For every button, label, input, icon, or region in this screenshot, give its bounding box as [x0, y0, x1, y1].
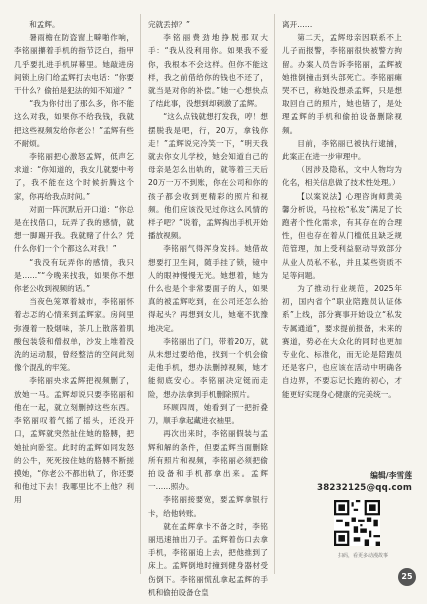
text-column-1 — [14, 18, 134, 558]
paragraph: 再次出来时，李铭丽假装与孟辉和解的条件，但要孟辉当面删除所有照片和视频，李铭丽必须把偷拍设备和手机都拿出来。孟辉一……照办。 — [148, 429, 268, 492]
paragraph: 李铭丽把心激怒孟辉，低声乞求道：“你知道的，我女儿就要中考了，我不能在这个时候折腾这个家，你再给我点时间。” — [14, 152, 134, 201]
column-divider-1 — [140, 14, 141, 574]
paragraph: 目前，李铭丽已被执行逮捕，此案正在进一步审理中。 — [282, 138, 402, 162]
paragraph: 和孟辉。 — [29, 20, 60, 29]
paragraph: 李铭丽费劲地挣脱那双大手：“我从没利用你。如果我不爱你，我根本不会这样。但你不能这样，我之前借给你的钱也不还了，就当是对你的补偿。”她一心想快点了结此事，没想到却刺激了孟辉。 — [148, 33, 268, 109]
paragraph: 完就丢掉？” — [148, 20, 190, 29]
editor-name: 编辑/李雪莲 — [370, 471, 412, 480]
paragraph: 环顾四周，她看到了一把折叠刀，顺手拿起藏进衣袖里。 — [148, 402, 268, 426]
paragraph: 离开…… — [282, 20, 313, 29]
page-number: 25 — [398, 568, 416, 586]
paragraph: 李铭丽接要宽，要孟辉拿银行卡，给他转账。 — [148, 495, 268, 518]
editor-credit — [282, 470, 412, 494]
paragraph: 就在孟辉拿卡不备之时，李铭丽迅速抽出刀子。孟辉着伤口去拿手机，李铭丽追上去，把他推到了床上。孟辉倒地时撞到健身器材受伤倒下。李铭丽慌乱拿起孟辉的手机和偷拍设备仓皇 — [148, 521, 268, 597]
paragraph: 李铭丽出了门，带着20万，就从未想过要给他，找到一个机会偷走他手机，想办法删掉视频，她才能彻底安心。李铭丽决定铤而走险，想办法拿到手机删除照片。 — [148, 336, 268, 399]
text-column-2 — [148, 18, 268, 597]
paragraph: 【以案说法】心理咨询师黄美馨分析说，马拉松“私发”满足了长跑者个性化需求，有其存在的合理性，但也存在着从门槛低且缺乏规范管理，加上受利益驱动导致部分从业人员私不私，并且某些资质不足等问题。 — [282, 191, 402, 280]
paragraph: 当夜色笼罩着城市，李铭丽怀着忐忑的心情来到孟辉家。房间里弥漫着一股烟味，茶几上散落着肌酸包装袋和僧叔单，沙发上堆着没洗的运动服，曾经整洁的空间此刻像个混乱的牢笼。 — [14, 297, 134, 373]
paragraph: “我没有玩弄你的感情，我只是……”“今晚来找我，如果你不想你老公收到视频的话。” — [14, 257, 134, 294]
paragraph: 为了推动行业规范，2025年初，国内省个“职业陪跑员认证体系”上线，部分赛事开始设立“私发专属通道”，要求提前报备，未来的赛道，势必在大众化的同时也更加专业化、标准化，而无论是陪跑员还是客户，也应该在活动中明确各自边界，不要忘记长跑的初心，才能更好实现身心健康的完美统一。 — [282, 284, 402, 399]
paragraph: 对面一阵沉默后开口道：“你总是在找借口，玩弄了我的感情，就想一脚踢开我。我就赌了什么？凭什么你们一个个都这么对我！” — [14, 204, 134, 254]
paragraph: “我为你付出了那么多，你不能这么对我，如果你不给我钱，我就把这些视频发给你老公！”孟辉有些不耐烦。 — [14, 99, 134, 148]
paragraph: 李铭丽央求孟辉把视频删了，放她一马。孟辉却说只要李铭丽和他在一起，就立刻删掉这些东西。李铭丽叹着气摇了摇头，还没开口，孟辉就突然扯住她的胳膊，把她扯向卧室。此时的孟辉如同发怒的公牛，死死按住她的胳膊不断搓摸她，“你老公不都出轨了，你还要和他过下去！我哪里比不上他？利用 — [14, 376, 134, 505]
editor-email: 38232125@qq.com — [317, 483, 412, 493]
text-column-3 — [282, 18, 402, 468]
qr-caption: 扫码，看更多动漫故事 — [337, 553, 388, 559]
column-divider-2 — [274, 14, 275, 574]
paragraph: （因涉及隐私，文中人物均为化名，相关信息做了技术性处理。） — [282, 165, 402, 188]
paragraph: “这么点钱就想打发我，哼！想摆脱我是吧，行，20万，拿钱你走！”孟辉说完冷笑一下，“明天我就去你女儿学校，她会知道自己的母亲是怎么出轨的，就等着三天后20万一万不到账，你在公司和你的孩子都会收到更精彩的照片和视频。他们应该没见过你这么风情的样子吧？”说着，孟辉掏出手机开始播放视频。 — [148, 112, 268, 241]
paragraph: 第二天，孟辉母亲因联系不上儿子而报警，李铭丽很快被警方拘留。办案人员告诉李铭丽，孟辉被她推倒撞击到头部死亡。李铭丽瘫哭不已，称她没想杀孟辉，只是想取回自己的照片，她也错了，是处理孟辉的手机和偷拍设备删除视频。 — [282, 33, 402, 135]
qr-code-icon — [334, 500, 380, 546]
paragraph: 暑雨檐在防盗窗上噼啪作响，李铭丽攥着手机的指节泛白，指甲几乎要扎进手机屏幕里。她敲进房间锁上房门给孟辉打去电话：“你要干什么？偷拍是犯法的知不知道？” — [14, 33, 134, 96]
paragraph: 李铭丽气得浑身发抖。她借故想要打卫生间，随手挂了锁，镜中人的眼神慢慢无光。她想着，她为什么也是个非常要面子的人，如果真的被孟辉吃到，在公司还怎么抬得起头？再想到女儿，她毫不犹豫地决定。 — [148, 244, 268, 333]
